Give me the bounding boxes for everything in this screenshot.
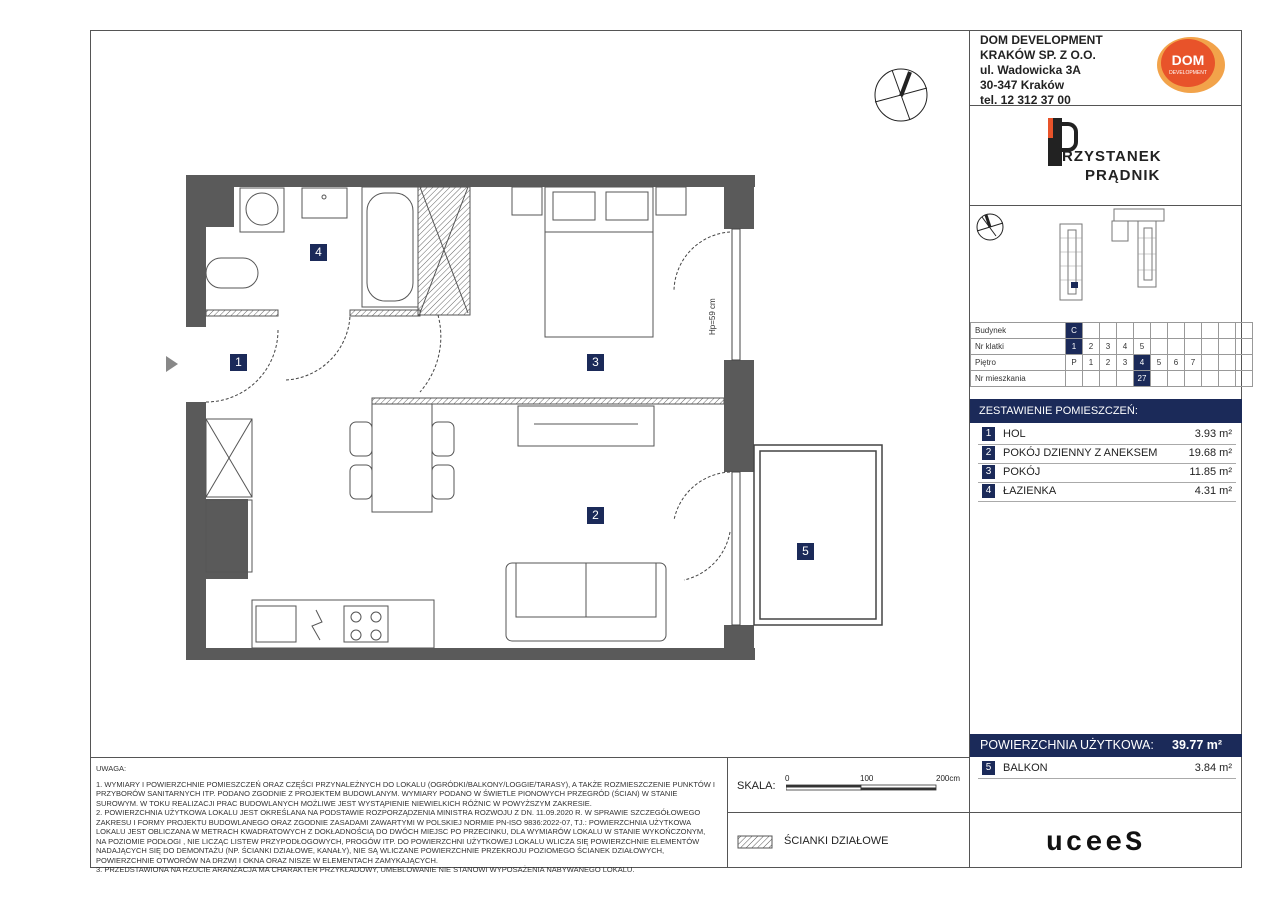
location-cell <box>1151 323 1168 339</box>
balcony-name: BALKON <box>1003 762 1048 774</box>
location-cell <box>1236 339 1253 355</box>
location-row-label: Piętro <box>971 355 1066 371</box>
location-row <box>971 355 1253 371</box>
location-row-label: Budynek <box>971 323 1066 339</box>
company-name-2: KRAKÓW SP. Z O.O. <box>980 48 1096 62</box>
bedroom-furniture <box>512 187 686 337</box>
location-row-label: Nr mieszkania <box>971 371 1066 387</box>
location-row <box>971 323 1253 339</box>
location-cell: 5 <box>1151 355 1168 371</box>
scale-tick-100: 100 <box>860 774 874 783</box>
room-number: 3 <box>982 465 995 479</box>
location-cell <box>1151 339 1168 355</box>
notes-title: UWAGA: <box>96 764 127 773</box>
location-cell <box>1236 371 1253 387</box>
room-name: ŁAZIENKA <box>1003 485 1057 497</box>
location-cell <box>1202 355 1219 371</box>
location-cell <box>1083 323 1100 339</box>
location-cell: 27 <box>1134 371 1151 387</box>
location-cell: C <box>1066 323 1083 339</box>
location-cell <box>1117 323 1134 339</box>
company-info <box>980 33 1103 108</box>
location-cell: 1 <box>1083 355 1100 371</box>
room-tag-5: 5 <box>797 543 814 560</box>
logo-subtext: DEVELOPMENT <box>1169 70 1207 76</box>
scale-tick-200: 200cm <box>936 774 961 783</box>
notes-item-3: 3. PRZEDSTAWIONA NA RZUCIE ARANŻACJA MA CHARAKTER PRZYKŁADOWY, UMEBLOWANIE NIE STANOWI WYPOSAŻENIA NABYWANEGO LOKALU. <box>96 865 635 874</box>
room-number: 1 <box>982 427 995 441</box>
notes <box>96 764 716 875</box>
ceiling-height-label: Hp=59 cm <box>708 298 717 335</box>
location-row <box>971 339 1253 355</box>
entrance-arrow-icon <box>166 356 178 372</box>
project-name-line2: PRĄDNIK <box>1085 167 1161 184</box>
living-room-furniture <box>206 404 666 648</box>
location-cell: 4 <box>1117 339 1134 355</box>
project-logo-accent <box>1048 118 1053 138</box>
total-area-bar <box>970 734 1242 757</box>
location-cell: 1 <box>1066 339 1083 355</box>
location-cell <box>1219 371 1236 387</box>
scale-bar <box>786 784 946 794</box>
compass-icon <box>873 66 931 124</box>
room-area: 4.31 m² <box>1194 485 1232 497</box>
company-phone: tel. 12 312 37 00 <box>980 93 1071 107</box>
footer-scale-divider <box>727 812 969 813</box>
location-cell <box>1134 323 1151 339</box>
location-row <box>971 371 1253 387</box>
location-row-label: Nr klatki <box>971 339 1066 355</box>
room-row <box>978 464 1236 482</box>
location-cell <box>1117 371 1134 387</box>
location-cell <box>1100 323 1117 339</box>
room-number: 2 <box>982 446 995 460</box>
room-area: 11.85 m² <box>1189 466 1232 478</box>
project-divider <box>969 205 1242 206</box>
location-cell <box>1168 323 1185 339</box>
floor-plan <box>150 170 890 670</box>
room-row <box>978 483 1236 501</box>
room-row <box>978 445 1236 463</box>
location-cell <box>1236 323 1253 339</box>
partition-wall-legend-swatch <box>737 834 773 850</box>
location-cell <box>1202 323 1219 339</box>
location-cell: 2 <box>1100 355 1117 371</box>
key-plan-unit-marker <box>1071 282 1078 288</box>
room-name: POKÓJ DZIENNY Z ANEKSEM <box>1003 447 1158 459</box>
location-cell: 3 <box>1100 339 1117 355</box>
location-cell <box>1100 371 1117 387</box>
footer-divider <box>90 757 969 758</box>
room-number: 4 <box>982 484 995 498</box>
location-cell <box>1236 355 1253 371</box>
balcony-row <box>978 760 1236 778</box>
location-cell <box>1219 339 1236 355</box>
balcony <box>754 445 882 625</box>
balcony-number: 5 <box>982 761 995 775</box>
dom-logo <box>1155 35 1227 95</box>
location-cell <box>1202 339 1219 355</box>
total-area-value: 39.77 m² <box>1172 738 1223 752</box>
notes-item-1: 1. WYMIARY I POWIERZCHNIE POMIESZCZEŃ ORAZ CZĘŚCI PRZYNALEŻNYCH DO LOKALU (OGRÓDKI/BALKONY/LOGGIE/TARASY), A TAKŻE ROZMIESZCZENIE PUNKTÓW I PRZYBORÓW SANITARNYCH ITP. PODANO ZGODNIE Z PROJEKTEM BUDOWLANYM. WYMIARY PODANO W ŚWIETLE PIONOWYCH PRZEGRÓD (ŚCIAN) W STANIE SUROWYM. W TOKU REALIZACJI PRAC BUDOWLANYCH MOŻLIWE JEST WYSTĄPIENIE NIEWIELKICH RÓŻNIC W POWYŻSZYM ZAKRESIE. <box>96 779 715 808</box>
company-city: 30-347 Kraków <box>980 78 1065 92</box>
legend-label: ŚCIANKI DZIAŁOWE <box>784 835 889 847</box>
location-cell <box>1185 371 1202 387</box>
room-tag-2: 2 <box>587 507 604 524</box>
room-name: POKÓJ <box>1003 466 1041 478</box>
location-cell <box>1083 371 1100 387</box>
company-street: ul. Wadowicka 3A <box>980 63 1081 77</box>
location-cell <box>1219 323 1236 339</box>
notes-item-2: 2. POWIERZCHNIA UŻYTKOWA LOKALU JEST OKREŚLANA NA PODSTAWIE ROZPORZĄDZENIA MINISTRA ROZWOJU Z DN. 11.09.2020 R. W SPRAWIE SZCZEGÓŁOWEGO ZAKRESU I FORMY PROJEKTU BUDOWLANEGO ORAZ ZGODNIE ZASADAMI ZAWARTYMI W POLSKIEJ NORMIE PN-ISO 9836:2022-07, TJ.: POWIERZCHNIA UŻYTKOWA LOKALU JEST OBLICZANA W METRACH KWADRATOWYCH Z DOKŁADNOŚCIĄ DO DWÓCH MIEJSC PO PRZECINKU, DLA WYMIARÓW LOKALU W STANIE WYKOŃCZONYM, NA POZIOMIE PODŁOGI , NIE LICZĄC LISTEW PRZYPODŁOGOWYCH, PROGÓW ITP. DO POWIERZCHNI UŻYTKOWEJ LOKALU WLICZA SIĘ POWIERZCHNIE ELEMENTÓW NADAJĄCYCH SIĘ DO DEMONTAŻU (NP. ŚCIANKI DZIAŁOWE, KANAŁY), NIE SĄ WLICZANE POWIERZCHNIE PRZEKROJU POZIOMEGO ŚCIANEK DZIAŁOWYCH, POWIERZCHNIE OTWORÓW NA DRZWI I OKNA ORAZ NISZE W ELEMENTACH ZAMYKAJĄCYCH. <box>96 808 706 865</box>
location-cell: 7 <box>1185 355 1202 371</box>
uceeS-logo: uceeS <box>1046 828 1146 859</box>
rooms-header-bar <box>970 399 1242 423</box>
scale-label: SKALA: <box>737 780 776 792</box>
balcony-row-line <box>978 778 1236 779</box>
location-cell <box>1066 371 1083 387</box>
location-cell: 2 <box>1083 339 1100 355</box>
room-tag-4: 4 <box>310 244 327 261</box>
room-name: HOL <box>1003 428 1026 440</box>
key-plan <box>972 208 1242 308</box>
company-name-1: DOM DEVELOPMENT <box>980 33 1103 47</box>
location-cell: 4 <box>1134 355 1151 371</box>
logo-text: DOM <box>1171 52 1205 68</box>
location-cell <box>1185 339 1202 355</box>
location-cell <box>1168 371 1185 387</box>
location-table <box>970 322 1253 387</box>
room-row-line <box>978 501 1236 502</box>
rooms-header: ZESTAWIENIE POMIESZCZEŃ: <box>979 405 1138 417</box>
location-cell: 5 <box>1134 339 1151 355</box>
room-area: 19.68 m² <box>1188 447 1232 459</box>
location-cell <box>1185 323 1202 339</box>
brand-divider <box>969 812 1242 813</box>
location-cell <box>1151 371 1168 387</box>
location-cell: 3 <box>1117 355 1134 371</box>
balcony-area: 3.84 m² <box>1194 762 1232 774</box>
room-tag-1: 1 <box>230 354 247 371</box>
location-cell <box>1168 339 1185 355</box>
location-cell: 6 <box>1168 355 1185 371</box>
scale-tick-0: 0 <box>785 774 790 783</box>
location-cell: P <box>1066 355 1083 371</box>
location-cell <box>1202 371 1219 387</box>
project-name-line1: RZYSTANEK <box>1062 148 1162 165</box>
location-cell <box>1219 355 1236 371</box>
room-row <box>978 426 1236 444</box>
room-tag-3: 3 <box>587 354 604 371</box>
total-area-label: POWIERZCHNIA UŻYTKOWA: <box>980 738 1154 752</box>
room-area: 3.93 m² <box>1194 428 1232 440</box>
